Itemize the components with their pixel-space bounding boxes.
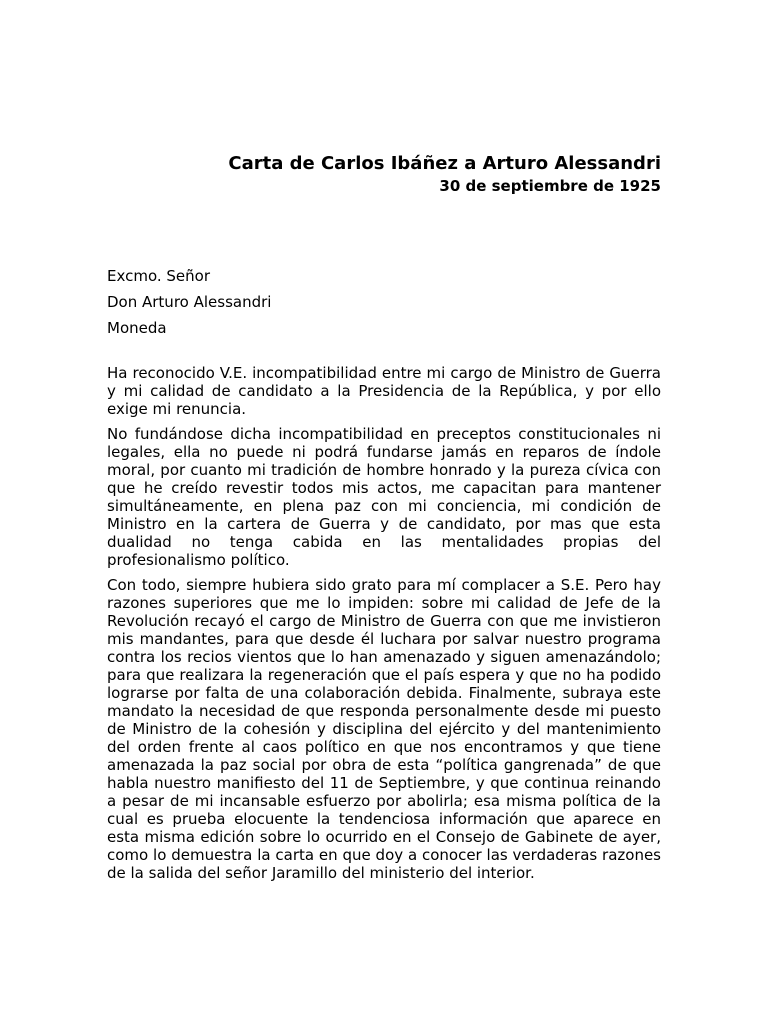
document-page (107, 152, 661, 889)
document-date: 30 de septiembre de 1925 (439, 177, 661, 195)
document-title: Carta de Carlos Ibáñez a Arturo Alessandri (228, 153, 661, 174)
recipient-location: Moneda (107, 319, 167, 337)
recipient-name: Don Arturo Alessandri (107, 293, 272, 311)
body-paragraph: Ha reconocido V.E. incompatibilidad entre mi cargo de Ministro de Guerra y mi calidad de candidato a la Presidencia de la República, y por ello exige mi renuncia. (107, 364, 661, 418)
recipient-salutation: Excmo. Señor (107, 267, 211, 285)
letter-body (107, 364, 661, 882)
recipient-block (107, 267, 661, 338)
body-paragraph: Con todo, siempre hubiera sido grato para mí complacer a S.E. Pero hay razones superiores que me lo impiden: sobre mi calidad de Jefe de la Revolución recayó el cargo de Ministro de Guerra con que me invistieron mis mandantes, para que desde él luchara por salvar nuestro programa contra los recios vientos que lo han amenazado y siguen amenazándolo; para que realizara la regeneración que el país espera y que no ha podido lograrse por falta de una colaboración debida. Finalmente, subraya este mandato la necesidad de que responda personalmente desde mi puesto de Ministro de la cohesión y disciplina del ejército y del mantenimiento del orden frente al caos político en que nos encontramos y que tiene amenazada la paz social por obra de esta “política gangrenada” de que habla nuestro manifiesto del 11 de Septiembre, y que continua reinando a pesar de mi incansable esfuerzo por abolirla; esa misma política de la cual es prueba elocuente la tendenciosa información que aparece en esta misma edición sobre lo ocurrido en el Consejo de Gabinete de ayer, como lo demuestra la carta en que doy a conocer las verdaderas razones de la salida del señor Jaramillo del ministerio del interior. (107, 576, 661, 882)
body-paragraph: No fundándose dicha incompatibilidad en preceptos constitucionales ni legales, ella no puede ni podrá fundarse jamás en reparos de índole moral, por cuanto mi tradición de hombre honrado y la pureza cívica con que he creído revestir todos mis actos, me capacitan para mantener simultáneamente, en plena paz con mi conciencia, mi condición de Ministro en la cartera de Guerra y de candidato, por mas que esta dualidad no tenga cabida en las mentalidades propias del profesionalismo político. (107, 425, 661, 569)
